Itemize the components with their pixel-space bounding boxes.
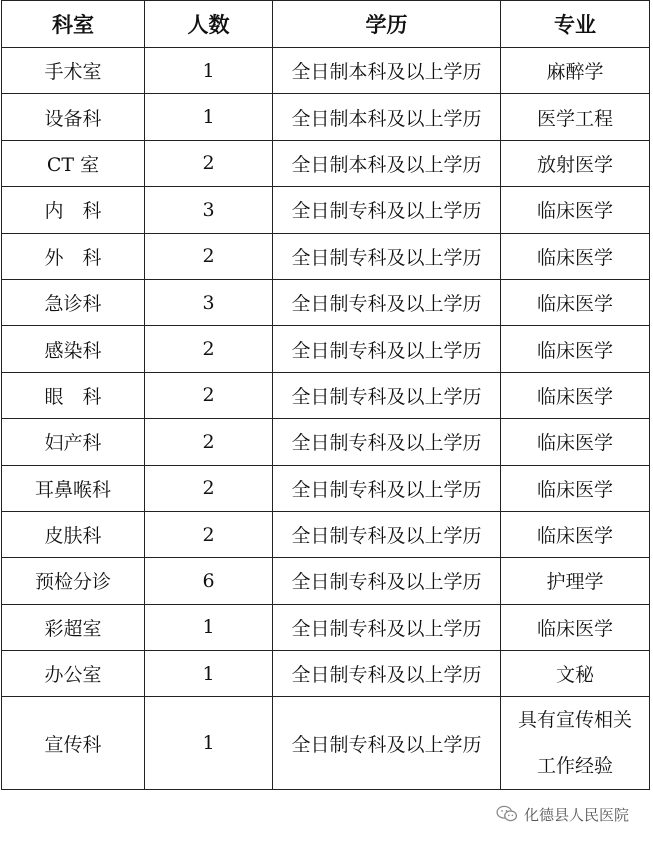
cell-education: 全日制本科及以上学历 bbox=[273, 140, 501, 186]
recruitment-table bbox=[1, 0, 650, 790]
cell-department: 皮肤科 bbox=[2, 511, 145, 557]
cell-major: 临床医学 bbox=[501, 511, 650, 557]
cell-education: 全日制专科及以上学历 bbox=[273, 558, 501, 604]
table-row bbox=[2, 48, 650, 94]
cell-major: 文秘 bbox=[501, 651, 650, 697]
table-row bbox=[2, 651, 650, 697]
cell-count: 1 bbox=[145, 48, 273, 94]
table-row bbox=[2, 419, 650, 465]
cell-education: 全日制专科及以上学历 bbox=[273, 465, 501, 511]
cell-major: 麻醉学 bbox=[501, 48, 650, 94]
cell-major: 放射医学 bbox=[501, 140, 650, 186]
table-row bbox=[2, 233, 650, 279]
cell-department: CT 室 bbox=[2, 140, 145, 186]
cell-count: 2 bbox=[145, 233, 273, 279]
cell-education: 全日制专科及以上学历 bbox=[273, 372, 501, 418]
header-education: 学历 bbox=[273, 1, 501, 48]
cell-department: 办公室 bbox=[2, 651, 145, 697]
cell-count: 1 bbox=[145, 94, 273, 140]
cell-count: 2 bbox=[145, 465, 273, 511]
table-row bbox=[2, 372, 650, 418]
cell-major: 临床医学 bbox=[501, 233, 650, 279]
cell-education: 全日制专科及以上学历 bbox=[273, 279, 501, 325]
cell-department: 眼 科 bbox=[2, 372, 145, 418]
cell-department: 外 科 bbox=[2, 233, 145, 279]
cell-major: 临床医学 bbox=[501, 419, 650, 465]
cell-count: 3 bbox=[145, 279, 273, 325]
cell-major: 临床医学 bbox=[501, 604, 650, 650]
cell-education: 全日制专科及以上学历 bbox=[273, 651, 501, 697]
wechat-icon bbox=[496, 805, 518, 823]
cell-count: 1 bbox=[145, 651, 273, 697]
header-department: 科室 bbox=[2, 1, 145, 48]
cell-major: 临床医学 bbox=[501, 465, 650, 511]
cell-count: 2 bbox=[145, 372, 273, 418]
cell-education: 全日制专科及以上学历 bbox=[273, 233, 501, 279]
cell-department: 彩超室 bbox=[2, 604, 145, 650]
cell-count: 1 bbox=[145, 604, 273, 650]
table-row bbox=[2, 697, 650, 790]
major-line: 工作经验 bbox=[536, 755, 613, 778]
cell-major bbox=[501, 697, 650, 790]
cell-major: 临床医学 bbox=[501, 279, 650, 325]
cell-department: 内 科 bbox=[2, 187, 145, 233]
table-row bbox=[2, 604, 650, 650]
cell-count: 1 bbox=[145, 697, 273, 790]
cell-department: 预检分诊 bbox=[2, 558, 145, 604]
cell-count: 2 bbox=[145, 511, 273, 557]
cell-education: 全日制专科及以上学历 bbox=[273, 511, 501, 557]
cell-department: 感染科 bbox=[2, 326, 145, 372]
watermark-text: 化德县人民医院 bbox=[524, 805, 630, 824]
table-row bbox=[2, 511, 650, 557]
cell-major: 临床医学 bbox=[501, 372, 650, 418]
table-row bbox=[2, 279, 650, 325]
cell-education: 全日制专科及以上学历 bbox=[273, 419, 501, 465]
cell-major: 临床医学 bbox=[501, 326, 650, 372]
cell-education: 全日制本科及以上学历 bbox=[273, 94, 501, 140]
header-count: 人数 bbox=[145, 1, 273, 48]
cell-department: 耳鼻喉科 bbox=[2, 465, 145, 511]
cell-department: 妇产科 bbox=[2, 419, 145, 465]
cell-count: 2 bbox=[145, 140, 273, 186]
cell-department: 设备科 bbox=[2, 94, 145, 140]
cell-count: 3 bbox=[145, 187, 273, 233]
account-watermark bbox=[496, 800, 629, 828]
table-row bbox=[2, 94, 650, 140]
cell-education: 全日制专科及以上学历 bbox=[273, 604, 501, 650]
cell-education: 全日制专科及以上学历 bbox=[273, 326, 501, 372]
cell-department: 手术室 bbox=[2, 48, 145, 94]
cell-department: 急诊科 bbox=[2, 279, 145, 325]
cell-education: 全日制本科及以上学历 bbox=[273, 48, 501, 94]
major-line: 具有宣传相关 bbox=[517, 709, 632, 732]
cell-count: 2 bbox=[145, 326, 273, 372]
table-row bbox=[2, 465, 650, 511]
cell-education: 全日制专科及以上学历 bbox=[273, 187, 501, 233]
table-row bbox=[2, 326, 650, 372]
table-header-row bbox=[2, 1, 650, 48]
cell-count: 6 bbox=[145, 558, 273, 604]
table-row bbox=[2, 558, 650, 604]
table-row bbox=[2, 187, 650, 233]
cell-department: 宣传科 bbox=[2, 697, 145, 790]
table-row bbox=[2, 140, 650, 186]
header-major: 专业 bbox=[501, 1, 650, 48]
cell-major: 临床医学 bbox=[501, 187, 650, 233]
cell-count: 2 bbox=[145, 419, 273, 465]
cell-major: 护理学 bbox=[501, 558, 650, 604]
cell-major: 医学工程 bbox=[501, 94, 650, 140]
cell-education: 全日制专科及以上学历 bbox=[273, 697, 501, 790]
